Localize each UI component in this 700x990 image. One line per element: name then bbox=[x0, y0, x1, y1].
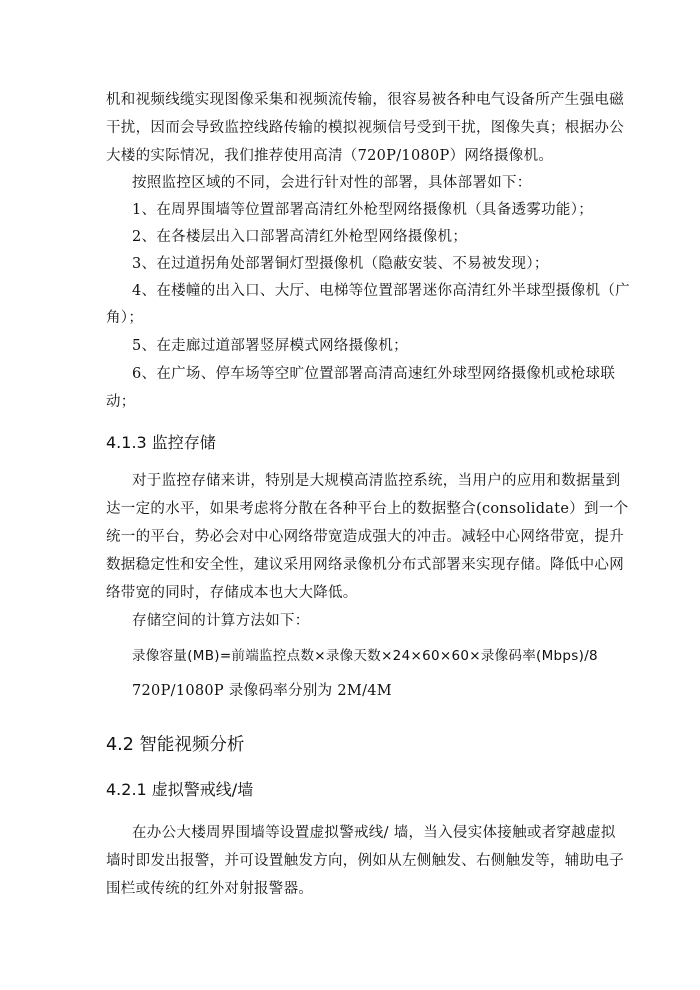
body-text-line: 机和视频线缆实现图像采集和视频流传输，很容易被各种电气设备所产生强电磁 bbox=[106, 92, 624, 108]
bitrate-note: 720P/1080P 录像码率分别为 2M/4M bbox=[132, 683, 392, 699]
list-item-continuation: 动； bbox=[106, 394, 136, 410]
list-item-continuation: 角）； bbox=[106, 310, 144, 326]
list-item: 6、在广场、停车场等空旷位置部署高清高速红外球型网络摄像机或枪球联 bbox=[132, 366, 616, 382]
body-text-line: 统一的平台，势必会对中心网络带宽造成强大的冲击。减轻中心网络带宽，提升 bbox=[106, 529, 624, 545]
body-text-line: 达一定的水平，如果考虑将分散在各种平台上的数据整合(consolidate）到一个 bbox=[106, 501, 629, 517]
list-item: 4、在楼幢的出入口、大厅、电梯等位置部署迷你高清红外半球型摄像机（广 bbox=[132, 283, 630, 299]
section-heading-4-1-3: 4.1.3 监控存储 bbox=[106, 433, 216, 452]
section-heading-4-2: 4.2 智能视频分析 bbox=[106, 735, 245, 755]
list-item: 5、在走廊过道部署竖屏模式网络摄像机； bbox=[132, 338, 408, 354]
body-text-line: 大楼的实际情况，我们推荐使用高清（720P/1080P）网络摄像机。 bbox=[106, 148, 554, 164]
body-text-line: 存储空间的计算方法如下： bbox=[132, 613, 310, 629]
list-item: 3、在过道拐角处部署铜灯型摄像机（隐蔽安装、不易被发现）； bbox=[132, 256, 549, 272]
storage-formula: 录像容量(MB)=前端监控点数×录像天数×24×60×60×录像码率(Mbps)/8 bbox=[132, 648, 598, 664]
body-text-line: 数据稳定性和安全性，建议采用网络录像机分布式部署来实现存储。降低中心网 bbox=[106, 557, 624, 573]
list-item: 2、在各楼层出入口部署高清红外枪型网络摄像机； bbox=[132, 229, 468, 245]
section-heading-4-2-1: 4.2.1 虚拟警戒线/墙 bbox=[106, 780, 254, 799]
body-text-line: 在办公大楼周界围墙等设置虚拟警戒线/ 墙，当入侵实体接触或者穿越虚拟 bbox=[132, 825, 616, 841]
body-text-line: 按照监控区域的不同，会进行针对性的部署，具体部署如下： bbox=[132, 175, 532, 191]
body-text-line: 围栏或传统的红外对射报警器。 bbox=[106, 881, 314, 897]
body-text-line: 墙时即发出报警，并可设置触发方向，例如从左侧触发、右侧触发等，辅助电子 bbox=[106, 853, 624, 869]
body-text-line: 对于监控存储来讲，特别是大规模高清监控系统，当用户的应用和数据量到 bbox=[132, 473, 621, 489]
body-text-line: 络带宽的同时，存储成本也大大降低。 bbox=[106, 585, 358, 601]
list-item: 1、在周界围墙等位置部署高清红外枪型网络摄像机（具备透雾功能）； bbox=[132, 202, 594, 218]
body-text-line: 干扰，因而会导致监控线路传输的模拟视频信号受到干扰，图像失真；根据办公 bbox=[106, 120, 624, 136]
